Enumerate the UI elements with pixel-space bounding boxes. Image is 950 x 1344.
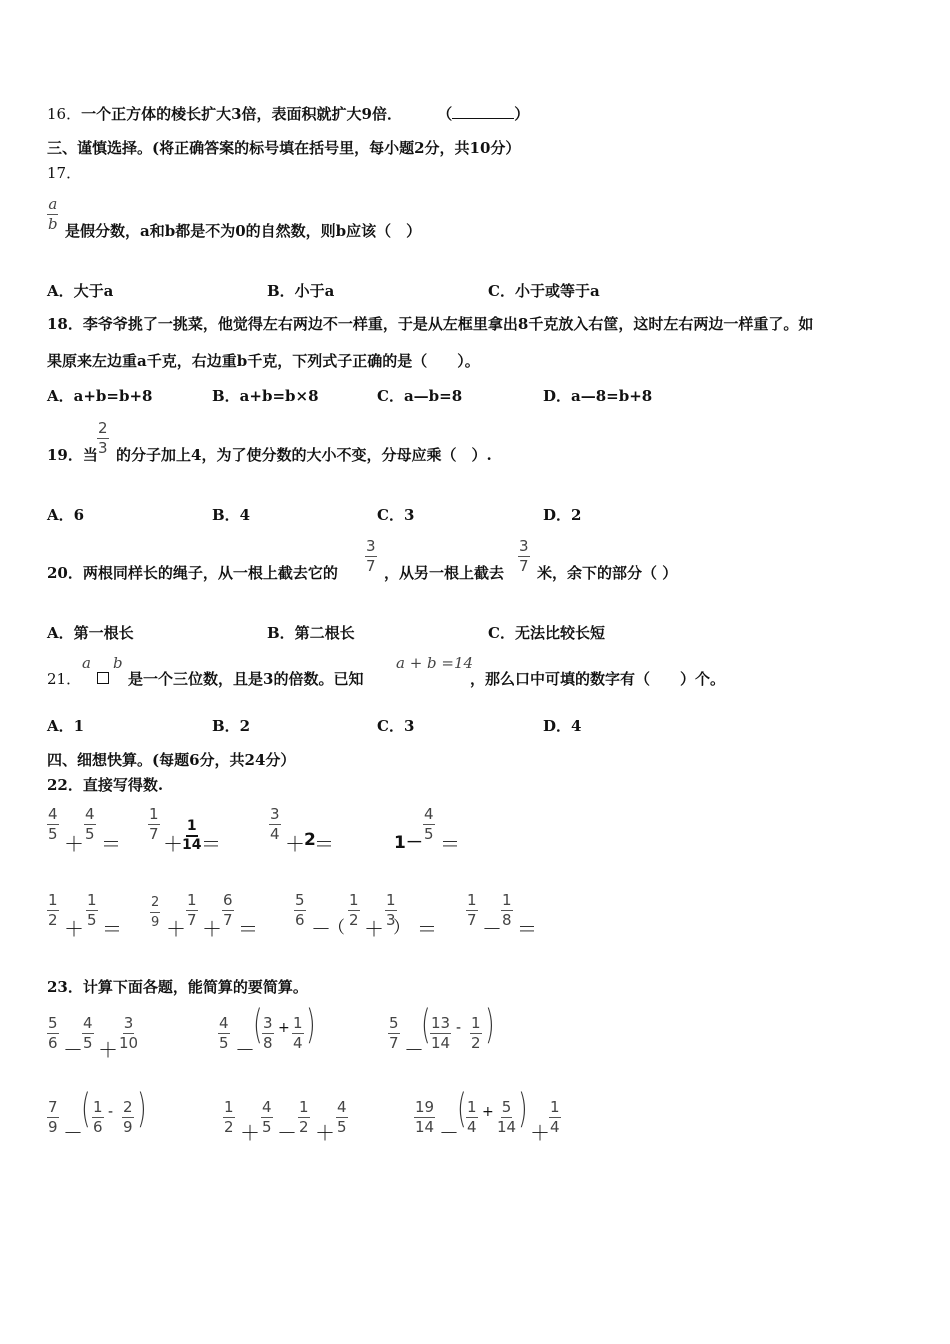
section-3-title: 三、谨慎选择。(将正确答案的标号填在括号里，每小题2分，共10分） bbox=[47, 139, 521, 157]
q23-5-frac-d: $\frac{4}{5}$ bbox=[337, 1098, 347, 1136]
q22-7-paren-left: （ bbox=[328, 918, 345, 938]
q19-fraction: $\frac{2}{3}$ bbox=[98, 419, 108, 457]
q23-5-frac-a: $\frac{1}{2}$ bbox=[224, 1098, 234, 1136]
q22-5-plus: ＋ bbox=[64, 917, 84, 941]
section-4-title: 四、细想快算。(每题6分，共24分） bbox=[47, 751, 296, 769]
q23-2-frac-c: $\frac{1}{4}$ bbox=[293, 1014, 303, 1052]
q22-8-equals: ＝ bbox=[517, 917, 537, 941]
q21-text-2: ，那么口中可填的数字有（ ）个。 bbox=[470, 670, 726, 688]
q18-option-b[interactable]: B．a+b=b×8 bbox=[212, 387, 319, 405]
q22-6-frac-a: $\frac{2}{9}$ bbox=[151, 895, 160, 930]
q23-5-plus-1: ＋ bbox=[240, 1121, 260, 1145]
q23-6-plus-inner: + bbox=[482, 1104, 494, 1120]
q22-5-frac-a: $\frac{1}{2}$ bbox=[48, 891, 58, 929]
q19-option-a[interactable]: A．6 bbox=[47, 506, 85, 524]
q16-paren-left: （ bbox=[437, 105, 453, 123]
q23-5-frac-b: $\frac{4}{5}$ bbox=[262, 1098, 272, 1136]
q23-4-paren-left: ( bbox=[81, 1086, 91, 1132]
q23-4-frac-a: $\frac{7}{9}$ bbox=[48, 1098, 58, 1136]
q23-6-frac-b: $\frac{1}{4}$ bbox=[467, 1098, 477, 1136]
q23-6-frac-c: $\frac{5}{14}$ bbox=[497, 1098, 517, 1136]
q22-7-frac-b: $\frac{1}{2}$ bbox=[349, 891, 359, 929]
q20-text-1: 20．两根同样长的绳子，从一根上截去它的 bbox=[47, 564, 338, 582]
q22-6-equals: ＝ bbox=[238, 917, 258, 941]
q16-line bbox=[47, 103, 529, 124]
q17-option-b[interactable]: B．小于a bbox=[267, 282, 335, 300]
q21-equation: a + b =14 bbox=[396, 654, 474, 672]
q20-option-c[interactable]: C．无法比较长短 bbox=[488, 624, 605, 642]
q16-paren-right: ） bbox=[514, 105, 530, 123]
q23-3-paren-left: ( bbox=[421, 1002, 431, 1048]
q20-option-b[interactable]: B．第二根长 bbox=[267, 624, 355, 642]
q23-4-paren-right: ) bbox=[137, 1086, 147, 1132]
q22-6-frac-c: $\frac{6}{7}$ bbox=[223, 891, 233, 929]
q22-7-frac-c: $\frac{1}{3}$ bbox=[386, 891, 396, 929]
q20-fraction-1: $\frac{3}{7}$ bbox=[366, 537, 376, 575]
q16-answer-blank[interactable] bbox=[452, 106, 514, 119]
q19-option-b[interactable]: B．4 bbox=[212, 506, 251, 524]
q18-line-2: 果原来左边重a千克，右边重b千克，下列式子正确的是（ ）。 bbox=[47, 352, 480, 370]
q18-option-c[interactable]: C．a—b=8 bbox=[377, 387, 463, 405]
q22-6-plus-2: ＋ bbox=[202, 917, 222, 941]
q23-3-minus: － bbox=[404, 1038, 424, 1062]
q23-title: 23．计算下面各题，能简算的要简算。 bbox=[47, 978, 308, 996]
q22-2-frac-a: $\frac{1}{7}$ bbox=[149, 805, 159, 843]
q23-5-plus-2: ＋ bbox=[315, 1121, 335, 1145]
q22-2-frac-b: 1 14 bbox=[182, 818, 202, 853]
q20-text-3: 米，余下的部分（ ） bbox=[537, 564, 678, 582]
q23-6-paren-left: ( bbox=[457, 1086, 467, 1132]
q20-fraction-2: $\frac{3}{7}$ bbox=[519, 537, 529, 575]
q17-fraction: $\frac{a}{b}$ bbox=[48, 195, 58, 233]
q23-6-frac-d: $\frac{1}{4}$ bbox=[550, 1098, 560, 1136]
q23-1-plus: ＋ bbox=[98, 1038, 118, 1062]
q22-2-equals: ＝ bbox=[201, 832, 221, 856]
q22-2-plus: ＋ bbox=[163, 832, 183, 856]
q17-number: 17． bbox=[47, 164, 82, 182]
q23-1-frac-b: $\frac{4}{5}$ bbox=[83, 1014, 93, 1052]
q18-option-a[interactable]: A．a+b=b+8 bbox=[47, 387, 153, 405]
q23-1-minus: － bbox=[63, 1038, 83, 1062]
q23-4-frac-b: $\frac{1}{6}$ bbox=[93, 1098, 103, 1136]
q22-4-one-minus: 1－ bbox=[394, 833, 423, 853]
q21-option-d[interactable]: D．4 bbox=[543, 717, 582, 735]
q23-4-frac-c: $\frac{2}{9}$ bbox=[123, 1098, 133, 1136]
q21-option-c[interactable]: C．3 bbox=[377, 717, 415, 735]
q23-2-minus: － bbox=[235, 1038, 255, 1062]
q22-3-plus: ＋ bbox=[285, 832, 305, 856]
q17-option-a[interactable]: A．大于a bbox=[47, 282, 114, 300]
q19-option-d[interactable]: D．2 bbox=[543, 506, 582, 524]
q22-7-equals: ＝ bbox=[417, 917, 437, 941]
q16-number: 16． bbox=[47, 105, 82, 123]
q22-1-frac-b: $\frac{4}{5}$ bbox=[85, 805, 95, 843]
q23-3-frac-a: $\frac{5}{7}$ bbox=[389, 1014, 399, 1052]
q22-8-frac-a: $\frac{1}{7}$ bbox=[467, 891, 477, 929]
q23-1-frac-a: $\frac{5}{6}$ bbox=[48, 1014, 58, 1052]
q21-digit-a: a bbox=[82, 654, 91, 672]
q21-box bbox=[97, 668, 109, 687]
q18-line-1: 18．李爷爷挑了一挑菜，他觉得左右两边不一样重，于是从左框里拿出8千克放入右筐，这时左右两边一样重了。如 bbox=[47, 315, 814, 333]
q18-option-d[interactable]: D．a—8=b+8 bbox=[543, 387, 653, 405]
q22-8-frac-b: $\frac{1}{8}$ bbox=[502, 891, 512, 929]
q22-6-frac-b: $\frac{1}{7}$ bbox=[187, 891, 197, 929]
q22-4-equals: ＝ bbox=[440, 832, 460, 856]
q21-option-b[interactable]: B．2 bbox=[212, 717, 251, 735]
q23-5-minus: － bbox=[277, 1121, 297, 1145]
q22-1-frac-a: $\frac{4}{5}$ bbox=[48, 805, 58, 843]
q23-5-frac-c: $\frac{1}{2}$ bbox=[299, 1098, 309, 1136]
q23-2-paren-right: ) bbox=[306, 1002, 316, 1048]
q22-7-frac-a: $\frac{5}{6}$ bbox=[295, 891, 305, 929]
q23-2-frac-a: $\frac{4}{5}$ bbox=[219, 1014, 229, 1052]
q23-4-minus-inner: - bbox=[108, 1104, 114, 1120]
q22-7-minus: － bbox=[311, 917, 331, 941]
q22-3-frac: $\frac{3}{4}$ bbox=[270, 805, 280, 843]
q17-text: 是假分数，a和b都是不为0的自然数，则b应该（ ） bbox=[65, 222, 422, 240]
q22-1-equals: ＝ bbox=[101, 832, 121, 856]
q22-6-plus-1: ＋ bbox=[166, 917, 186, 941]
q23-3-frac-b: $\frac{13}{14}$ bbox=[431, 1014, 451, 1052]
q19-text: 的分子加上4，为了使分数的大小不变，分母应乘（ ）. bbox=[116, 446, 492, 464]
q21-text-1: 是一个三位数，且是3的倍数。已知 bbox=[128, 670, 364, 688]
q22-5-frac-b: $\frac{1}{5}$ bbox=[87, 891, 97, 929]
q23-6-minus: － bbox=[439, 1121, 459, 1145]
q17-option-c[interactable]: C．小于或等于a bbox=[488, 282, 600, 300]
q22-title: 22．直接写得数. bbox=[47, 776, 164, 794]
q22-8-minus: － bbox=[482, 917, 502, 941]
q23-3-frac-c: $\frac{1}{2}$ bbox=[471, 1014, 481, 1052]
q22-7-paren-right: ） bbox=[393, 918, 410, 938]
q23-3-minus-inner: - bbox=[456, 1020, 462, 1036]
q19-option-c[interactable]: C．3 bbox=[377, 506, 415, 524]
q20-text-2: ，从另一根上截去 bbox=[384, 564, 505, 582]
q23-2-plus: + bbox=[278, 1020, 290, 1036]
q23-4-minus: － bbox=[63, 1121, 83, 1145]
q23-2-paren-left: ( bbox=[253, 1002, 263, 1048]
q23-6-plus: ＋ bbox=[530, 1121, 550, 1145]
q19-number: 19．当 bbox=[47, 446, 98, 464]
q23-3-paren-right: ) bbox=[485, 1002, 495, 1048]
q21-digit-b: b bbox=[113, 654, 123, 672]
q23-6-paren-right: ) bbox=[518, 1086, 528, 1132]
q23-2-frac-b: $\frac{3}{8}$ bbox=[263, 1014, 273, 1052]
q22-4-frac: $\frac{4}{5}$ bbox=[424, 805, 434, 843]
q21-option-a[interactable]: A．1 bbox=[47, 717, 85, 735]
q20-option-a[interactable]: A．第一根长 bbox=[47, 624, 134, 642]
q22-3-equals: ＝ bbox=[314, 832, 334, 856]
q22-7-plus: ＋ bbox=[364, 917, 384, 941]
q23-1-frac-c: $\frac{3}{10}$ bbox=[119, 1014, 139, 1052]
q23-6-frac-a: $\frac{19}{14}$ bbox=[415, 1098, 435, 1136]
q22-3-two: 2 bbox=[304, 830, 316, 850]
q21-number: 21． bbox=[47, 670, 82, 688]
q22-5-equals: ＝ bbox=[102, 917, 122, 941]
q22-1-plus: ＋ bbox=[64, 832, 84, 856]
q16-text: 一个正方体的棱长扩大3倍，表面积就扩大9倍． bbox=[81, 105, 402, 123]
